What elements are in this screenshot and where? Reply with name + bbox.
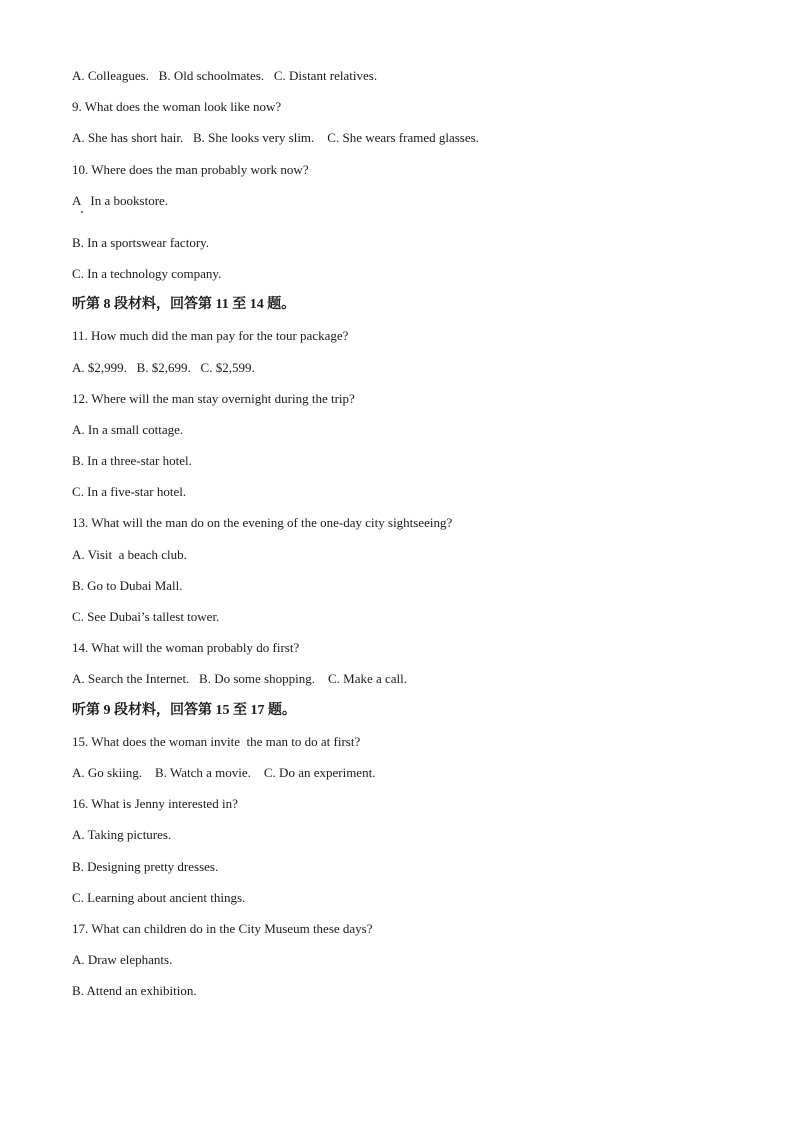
option-12a: A. In a small cottage. [72, 421, 184, 437]
option-16c: C. Learning about ancient things. [72, 889, 246, 905]
option-13a: A. Visit a beach club. [72, 546, 187, 562]
option-16b: B. Designing pretty dresses. [72, 858, 219, 874]
question-14: 14. What will the woman probably do first? [72, 640, 300, 656]
option-13c: C. See Dubai’s tallest tower. [72, 609, 220, 624]
answer-options-q14: A. Search the Internet. B. Do some shopping. C. Make a call. [72, 671, 408, 687]
answer-options-q9: A. She has short hair. B. She looks very slim. C. She wears framed glasses. [72, 130, 479, 146]
question-13: 13. What will the man do on the evening of the one-day city sightseeing? [72, 515, 453, 531]
answer-options-q8: A. Colleagues. B. Old schoolmates. C. Distant relatives. [72, 68, 378, 83]
option-10a: A In a bookstore. [72, 192, 169, 208]
question-11: 11. How much did the man pay for the tour package? [72, 328, 349, 344]
section-heading-9: 听第 9 段材料，回答第 15 至 17 题。 [72, 702, 296, 718]
option-10c: C. In a technology company. [72, 265, 222, 281]
question-17: 17. What can children do in the City Museum these days? [72, 920, 373, 936]
option-12c: C. In a five-star hotel. [72, 484, 187, 500]
question-list [72, 66, 732, 1012]
question-9: 9. What does the woman look like now? [72, 99, 282, 115]
question-16: 16. What is Jenny interested in? [72, 796, 238, 812]
option-13b: B. Go to Dubai Mall. [72, 577, 183, 593]
option-10b: B. In a sportswear factory. [72, 234, 210, 250]
answer-options-q15: A. Go skiing. B. Watch a movie. C. Do an experiment. [72, 764, 376, 780]
section-heading-8: 听第 8 段材料，回答第 11 至 14 题。 [72, 297, 296, 313]
option-17a: A. Draw elephants. [72, 952, 173, 968]
question-15: 15. What does the woman invite the man to do at first? [72, 733, 361, 749]
option-17b: B. Attend an exhibition. [72, 983, 197, 999]
option-16a: A. Taking pictures. [72, 827, 172, 843]
answer-options-q11: A. $2,999. B. $2,699. C. $2,599. [72, 359, 255, 375]
dot-mark [81, 211, 83, 213]
option-12b: B. In a three-star hotel. [72, 453, 192, 469]
question-10: 10. Where does the man probably work now? [72, 161, 309, 177]
question-12: 12. Where will the man stay overnight during the trip? [72, 390, 355, 406]
